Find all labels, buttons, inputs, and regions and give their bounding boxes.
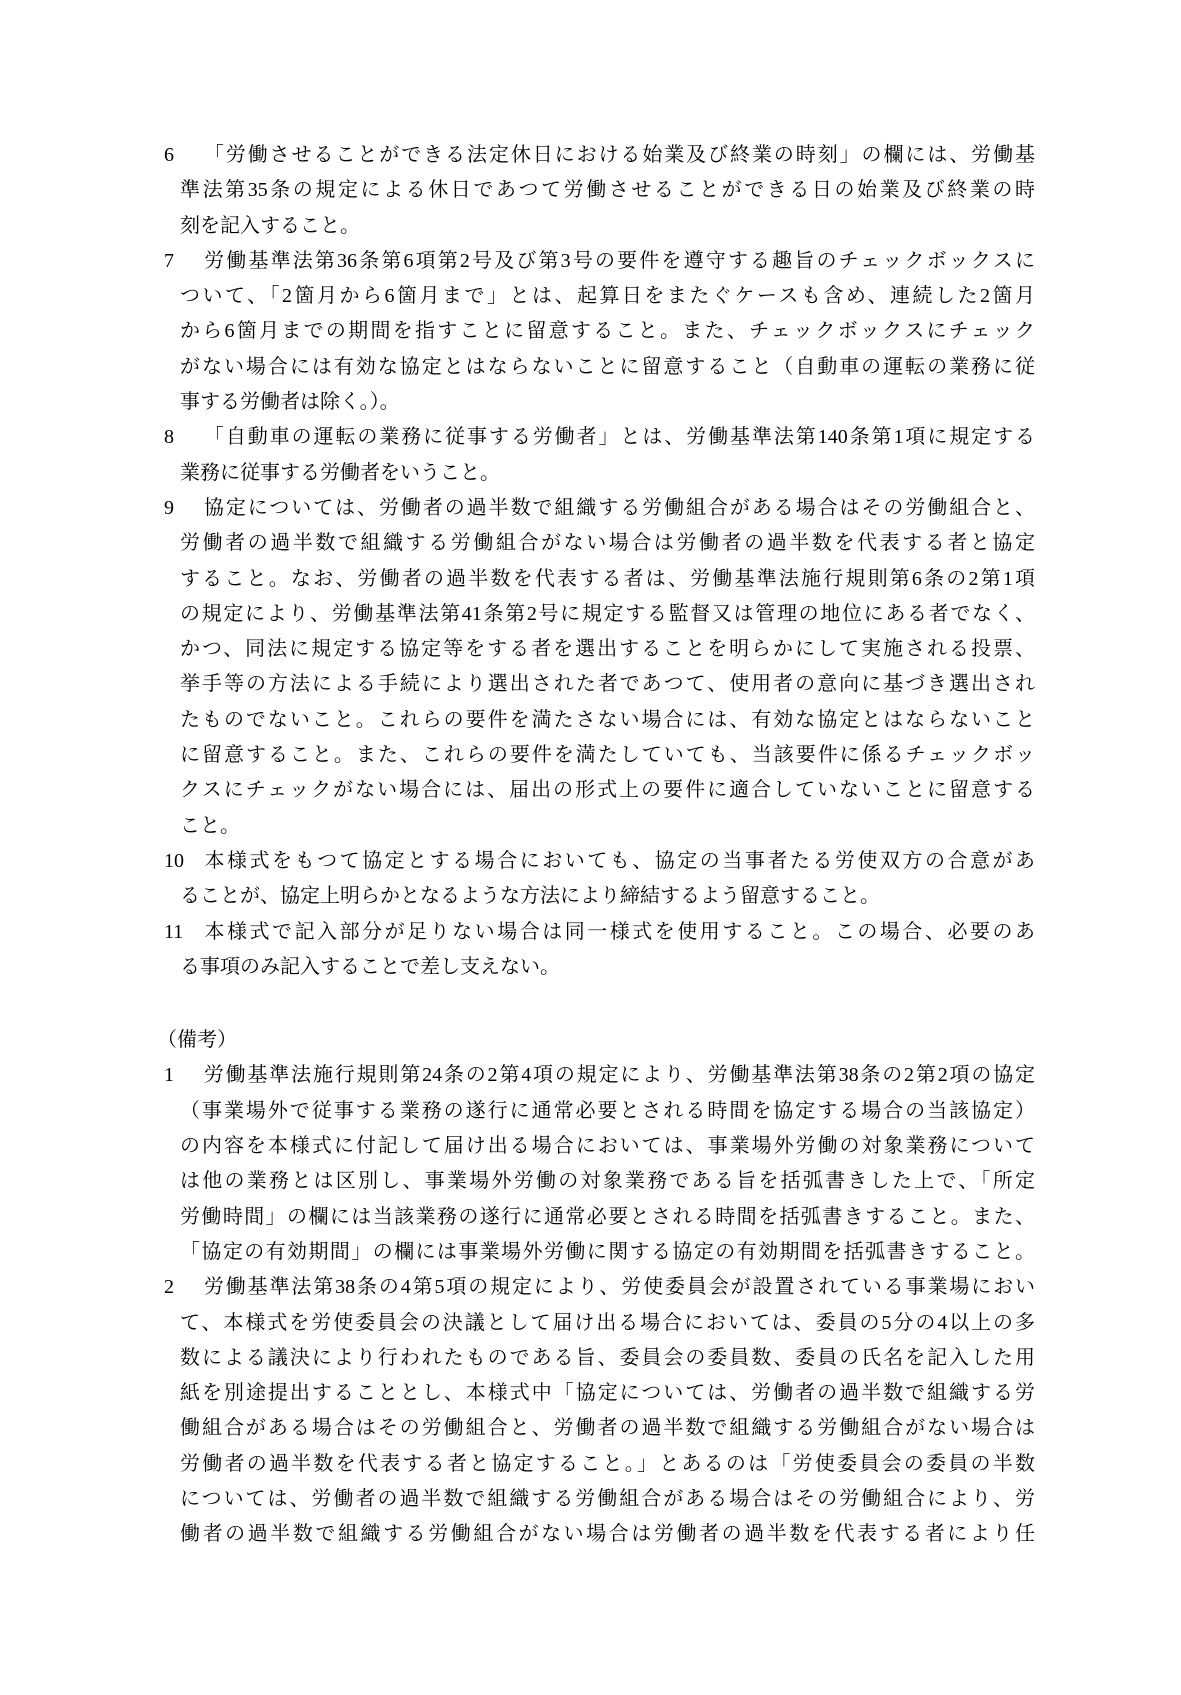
remarks-section — [157, 1023, 1035, 1552]
text-line: から6箇月までの期間を指すことに留意すること。また、チェックボックスにチェック — [180, 320, 1035, 343]
text-line — [157, 1058, 1035, 1093]
notes-section — [157, 138, 1035, 985]
item-text: 「自動車の運転の業務に従事する労働者」とは、労働基準法第140条第1項に規定する — [202, 426, 1035, 449]
remarks-items — [157, 1058, 1035, 1552]
text-line: 紙を別途提出することとし、本様式中「協定については、労働者の過半数で組織する労 — [180, 1382, 1035, 1405]
remarks-heading: （備考） — [157, 1029, 237, 1052]
text-line: 事する労働者は除く。）。 — [180, 391, 400, 414]
item-number: 1 — [164, 1064, 174, 1087]
text-line: 準法第35条の規定による休日であつて労働させることができる日の始業及び終業の時 — [180, 179, 1035, 202]
text-line: かつ、同法に規定する協定等をする者を選出することを明らかにして実施される投票、 — [180, 638, 1035, 661]
text-line: ついて、「2箇月から6箇月まで」とは、起算日をまたぐケースも含め、連続した2箇月 — [180, 285, 1035, 308]
item-text: 協定については、労働者の過半数で組織する労働組合がある場合はその労働組合と、 — [202, 496, 1035, 519]
text-line: 挙手等の方法による手続により選出された者であつて、使用者の意向に基づき選出され — [180, 673, 1035, 696]
item-number: 10 — [164, 849, 184, 872]
text-line: たものでないこと。これらの要件を満たさない場合には、有効な協定とはならないこと — [180, 708, 1035, 731]
text-line: 労働者の過半数を代表する者と協定すること。」とあるのは「労使委員会の委員の半数 — [180, 1452, 1035, 1475]
text-line: クスにチェックがない場合には、届出の形式上の要件に適合していないことに留意する — [180, 779, 1035, 802]
text-line — [157, 1270, 1035, 1305]
text-line: 働組合がある場合はその労働組合と、労働者の過半数で組織する労働組合がない場合は — [180, 1417, 1035, 1440]
text-line: こと。 — [180, 814, 240, 837]
text-line: は他の業務とは区別し、事業場外労働の対象業務である旨を括弧書きした上で、「所定 — [180, 1170, 1035, 1193]
text-line — [157, 491, 1035, 526]
text-line: 労働時間」の欄には当該業務の遂行に通常必要とされる時間を括弧書きすること。また、 — [180, 1205, 1035, 1228]
section-gap — [157, 985, 1035, 1023]
text-line: ることが、協定上明らかとなるような方法により締結するよう留意すること。 — [180, 885, 880, 908]
item-number: 11 — [164, 920, 184, 943]
item-number: 8 — [164, 426, 174, 449]
text-line: 働者の過半数で組織する労働組合がない場合は労働者の過半数を代表する者により任 — [180, 1523, 1035, 1546]
text-line: る事項のみ記入することで差し支えない。 — [180, 955, 560, 978]
text-line — [157, 915, 1035, 950]
item-text: 労働基準法第36条第6項第2号及び第3号の要件を遵守する趣旨のチェックボックスに — [202, 249, 1035, 272]
text-line: の内容を本様式に付記して届け出る場合においては、事業場外労働の対象業務について — [180, 1135, 1035, 1158]
text-line — [157, 420, 1035, 455]
item-text: 「労働させることができる法定休日における始業及び終業の時刻」の欄には、労働基 — [202, 144, 1035, 166]
text-line — [157, 138, 1035, 173]
item-text: 労働基準法施行規則第24条の2第4項の規定により、労働基準法第38条の2第2項の協定 — [202, 1064, 1035, 1087]
item-text: 本様式で記入部分が足りない場合は同一様式を使用すること。この場合、必要のあ — [202, 920, 1035, 943]
text-line: て、本様式を労使委員会の決議として届け出る場合においては、委員の5分の4以上の多 — [180, 1311, 1035, 1334]
text-line: 労働者の過半数で組織する労働組合がない場合は労働者の過半数を代表する者と協定 — [180, 532, 1035, 555]
text-line: がない場合には有効な協定とはならないことに留意すること（自動車の運転の業務に従 — [180, 355, 1035, 378]
item-number: 7 — [164, 249, 174, 272]
item-text: 労働基準法第38条の4第5項の規定により、労使委員会が設置されている事業場におい — [202, 1276, 1035, 1299]
item-number: 9 — [164, 496, 174, 519]
text-line: 刻を記入すること。 — [180, 214, 360, 237]
item-number: 6 — [164, 144, 174, 166]
page-text-block — [157, 138, 1035, 1553]
text-line — [157, 844, 1035, 879]
text-line: については、労働者の過半数で組織する労働組合がある場合はその労働組合により、労 — [180, 1487, 1035, 1510]
text-line: 数による議決により行われたものである旨、委員会の委員数、委員の氏名を記入した用 — [180, 1346, 1035, 1369]
text-line: 業務に従事する労働者をいうこと。 — [180, 461, 500, 484]
item-text: 本様式をもつて協定とする場合においても、協定の当事者たる労使双方の合意があ — [202, 849, 1035, 872]
text-line: （事業場外で従事する業務の遂行に通常必要とされる時間を協定する場合の当該協定） — [180, 1099, 1035, 1122]
text-line — [157, 244, 1035, 279]
text-line: に留意すること。また、これらの要件を満たしていても、当該要件に係るチェックボッ — [180, 744, 1035, 767]
text-line: 「協定の有効期間」の欄には事業場外労働に関する協定の有効期間を括弧書きすること。 — [180, 1240, 1035, 1263]
text-line: すること。なお、労働者の過半数を代表する者は、労働基準法施行規則第6条の2第1項 — [180, 567, 1035, 590]
item-number: 2 — [164, 1276, 174, 1299]
text-line: の規定により、労働基準法第41条第2号に規定する監督又は管理の地位にある者でなく、 — [180, 602, 1035, 625]
